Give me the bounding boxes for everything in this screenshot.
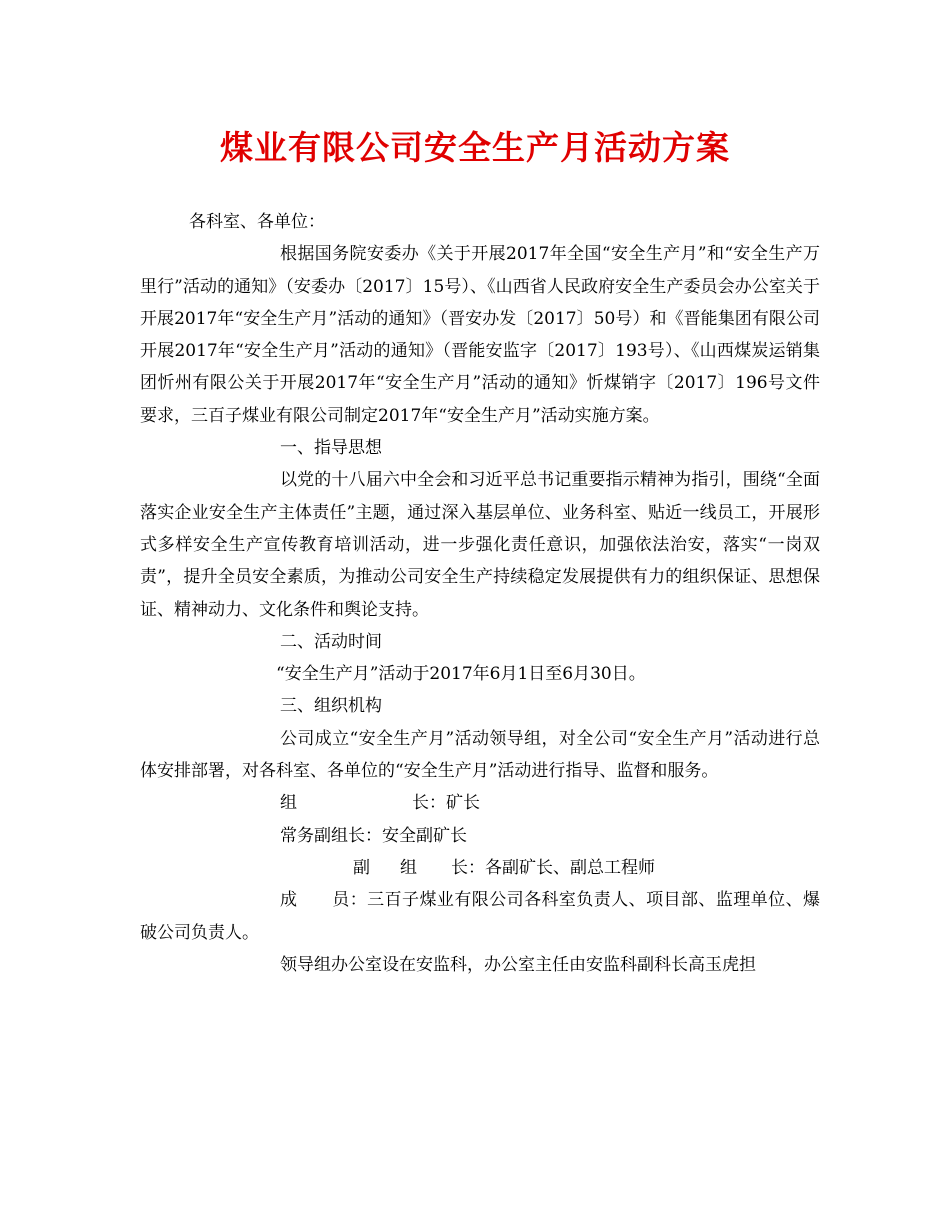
section-3-body: 公司成立“安全生产月”活动领导组，对全公司“安全生产月”活动进行总体安排部署，对各科室、各单位的“安全生产月”活动进行指导、监督和服务。	[140, 728, 820, 782]
deputy-title: 长：各副矿长、副总工程师	[451, 857, 655, 878]
executive-deputy-leader: 常务副组长：安全副矿长	[280, 825, 467, 846]
deputy-char-2: 组	[400, 857, 417, 878]
section-2-heading: 二、活动时间	[280, 631, 382, 652]
leader-row	[140, 787, 820, 819]
section-3-heading: 三、组织机构	[280, 696, 382, 717]
section-1-heading: 一、指导思想	[280, 438, 382, 459]
salutation: 各科室、各单位：	[189, 212, 325, 232]
document-body	[140, 206, 820, 981]
leader-char-1: 组	[280, 793, 297, 814]
leader-title: 长：矿长	[412, 793, 480, 814]
intro-paragraph: 根据国务院安委办《关于开展2017年全国“安全生产月”和“安全生产万里行”活动的通知》（安委办〔2017〕15号）、《山西省人民政府安全生产委员会办公室关于开展2017年“安全生产月”活动的通知》（晋安办发〔2017〕50号）和《晋能集团有限公司开展2017年“安全生产月”活动的通知》（晋能安监字〔2017〕193号）、《山西煤炭运销集团忻州有限公关于开展2017年“安全生产月”活动的通知》忻煤销字〔2017〕196号文件要求，三百子煤业有限公司制定2017年“安全生产月”活动实施方案。	[140, 244, 820, 426]
members: 成 员：三百子煤业有限公司各科室负责人、项目部、监理单位、爆破公司负责人。	[140, 890, 820, 943]
section-1-body: 以党的十八届六中全会和习近平总书记重要指示精神为指引，围绕“全面落实企业安全生产主体责任”主题，通过深入基层单位、业务科室、贴近一线员工，开展形式多样安全生产宣传教育培训活动，进一步强化责任意识，加强依法治安，落实“一岗双责”，提升全员安全素质，为推动公司安全生产持续稳定发展提供有力的组织保证、思想保证、精神动力、文化条件和舆论支持。	[140, 470, 820, 620]
document-title: 煤业有限公司安全生产月活动方案	[220, 128, 730, 167]
section-2-body: “安全生产月”活动于2017年6月1日至6月30日。	[276, 664, 646, 685]
office-paragraph: 领导组办公室设在安监科，办公室主任由安监科副科长高玉虎担	[280, 954, 756, 975]
deputy-char-1: 副	[353, 857, 370, 878]
deputy-leader-row	[140, 852, 820, 884]
